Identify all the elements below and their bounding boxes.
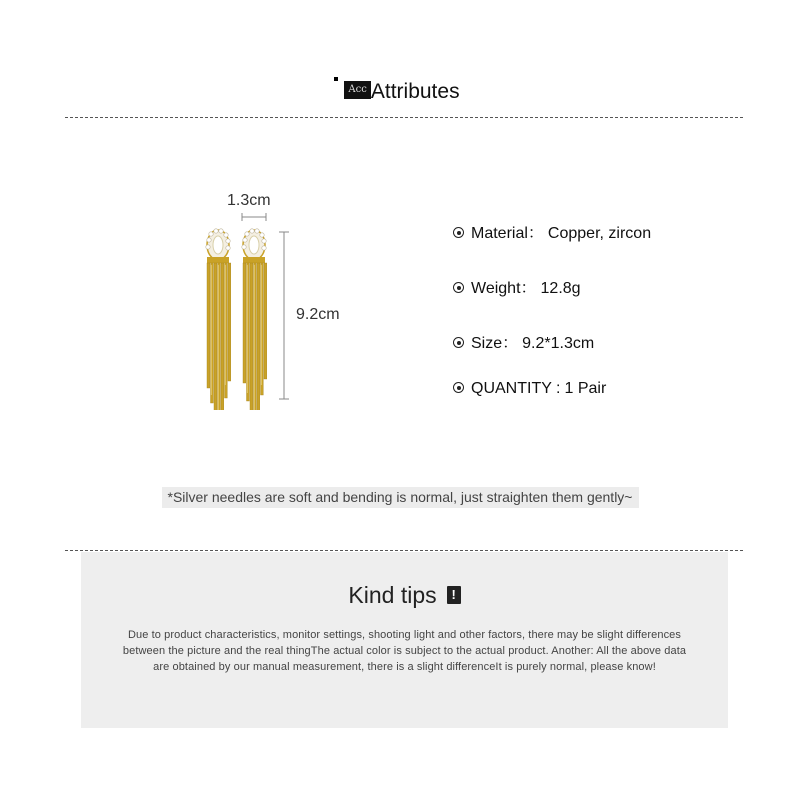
attr-label: Weight： xyxy=(471,280,537,297)
top-dashed-divider xyxy=(65,117,743,118)
attr-label: Size： xyxy=(471,335,519,352)
acc-badge: Acc xyxy=(344,81,370,99)
attr-value: Copper, zircon xyxy=(547,225,652,242)
attr-label: Material： xyxy=(471,225,544,242)
dot-marker xyxy=(334,77,338,81)
section-header xyxy=(0,80,800,110)
attr-size xyxy=(453,330,594,353)
height-dimension-label: 9.2cm xyxy=(296,306,340,323)
attr-label: QUANTITY : xyxy=(471,380,561,397)
attr-weight xyxy=(453,275,581,298)
bullet-icon xyxy=(453,337,464,348)
attr-value: 9.2*1.3cm xyxy=(522,335,595,352)
attr-quantity xyxy=(453,380,606,398)
attr-value: 12.8g xyxy=(540,280,581,297)
product-figure xyxy=(190,185,360,410)
care-note xyxy=(0,487,800,508)
earrings-image xyxy=(190,185,360,410)
bullet-icon xyxy=(453,282,464,293)
page-title: Attributes xyxy=(370,80,460,103)
right-earring xyxy=(242,229,267,410)
width-dimension-label: 1.3cm xyxy=(227,192,271,209)
exclamation-icon: ! xyxy=(447,586,461,604)
attr-material xyxy=(453,220,651,243)
left-earring xyxy=(206,229,231,410)
kind-tips-body: Due to product characteristics, monitor settings, shooting light and other factors, there may be slight differences between the picture and the real thingThe actual color is subject to the actual product. Another: All the above data are obtained by our manual measurement, there is a slight differenceIt is purely normal, please know! xyxy=(122,629,687,673)
middle-dashed-divider xyxy=(65,550,743,551)
width-dimension-line xyxy=(242,213,266,221)
kind-tips-panel xyxy=(81,552,728,728)
bullet-icon xyxy=(453,227,464,238)
bullet-icon xyxy=(453,382,464,393)
care-note-text: *Silver needles are soft and bending is normal, just straighten them gently~ xyxy=(162,487,639,508)
kind-tips-title: Kind tips xyxy=(348,582,437,608)
attr-value: 1 Pair xyxy=(564,380,607,397)
height-dimension-line xyxy=(279,232,289,399)
kind-tips-heading xyxy=(81,582,728,609)
